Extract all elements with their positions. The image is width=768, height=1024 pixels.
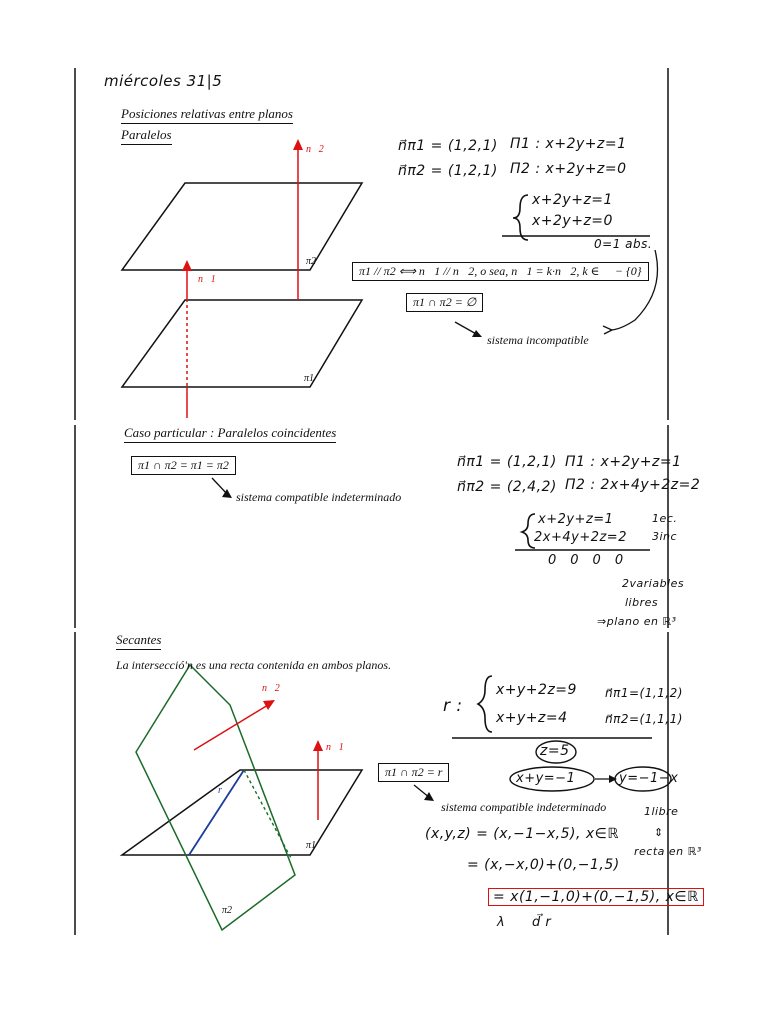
section-title-secantes: Secantes <box>116 632 161 650</box>
section-title-coincidentes: Caso particular : Paralelos coincidentes <box>124 425 336 443</box>
free-variables-note-1: 2variables <box>622 577 685 590</box>
normal-n2-secant-head <box>263 700 275 710</box>
label-pi1-secant: π1 <box>306 840 317 851</box>
normal-n1-arrowhead <box>182 260 192 271</box>
line-r-label: r : <box>443 696 463 716</box>
system-result: 0=1 abs. <box>594 237 653 251</box>
plane-equation-pi1: Π1 : x+2y+z=1 <box>510 136 627 152</box>
plane-equation-pi2-2: Π2 : 2x+4y+2z=2 <box>565 477 701 493</box>
normal-vector-n-pi1-2: n⃗π1 = (1,2,1) <box>457 454 557 470</box>
system3-eq-2: x+y+z=4 <box>496 710 568 726</box>
normal-vector-n-pi2-2: n⃗π2 = (2,4,2) <box>457 479 557 495</box>
intersection-line-r <box>189 770 244 855</box>
plane-equation-pi2: Π2 : x+2y+z=0 <box>510 161 627 177</box>
line-in-r3-note: recta en ℝ³ <box>634 845 702 858</box>
subsection-paralelos: Paralelos <box>121 127 172 145</box>
system-eq-1: x+2y+z=1 <box>532 192 613 208</box>
label-n2-secant: n⃗2 <box>262 683 280 694</box>
date-heading: miércoles 31|5 <box>104 72 223 90</box>
coincident-intersection-box: π1 ∩ π2 = π1 = π2 <box>131 456 236 475</box>
normal-vector-n-pi1-3: n⃗π1=(1,1,2) <box>605 686 683 700</box>
y-expression: y=−1−x <box>619 771 679 786</box>
z-value: z=5 <box>540 743 570 759</box>
label-n1: n⃗1 <box>198 274 216 285</box>
system2-eq-1: x+2y+z=1 <box>538 512 614 527</box>
intersection-empty-box: π1 ∩ π2 = ∅ <box>406 293 483 312</box>
secant-intersection-box: π1 ∩ π2 = r <box>378 763 449 782</box>
param-step-2: = (x,−x,0)+(0,−1,5) <box>467 857 620 873</box>
secant-description: La intersecció'n es una recta contenida en ambos planos. <box>116 658 392 672</box>
normal-vector-n-pi1: n⃗π1 = (1,2,1) <box>398 138 498 154</box>
equivalence-mark: ⇕ <box>654 826 664 839</box>
normal-vector-n2-secant <box>194 705 268 750</box>
system2-eq-2: 2x+4y+2z=2 <box>534 530 627 545</box>
label-r: r <box>218 785 222 796</box>
free-variable-note: 1libre <box>644 805 679 818</box>
system2-note-1: 1ec. <box>652 512 678 525</box>
normal-n1-secant-head <box>313 740 323 751</box>
free-variables-note-2: libres <box>625 596 659 609</box>
arrow-to-indeterminado-2-head <box>424 792 434 801</box>
section-title-positions: Posiciones relativas entre planos <box>121 106 293 124</box>
plane-pi2-hidden-edge <box>244 770 292 860</box>
param-lambda-note: λ <box>497 915 506 930</box>
system2-zero-row: 0000 <box>548 553 638 568</box>
normal-vector-n-pi2-3: n⃗π2=(1,1,1) <box>605 712 683 726</box>
label-n1-secant: n⃗1 <box>326 742 344 753</box>
normal-n2-arrowhead <box>293 139 303 150</box>
label-pi2: π2 <box>306 256 317 267</box>
free-variables-note-3: ⇒plano en ℝ³ <box>597 615 677 628</box>
sistema-compatible-indeterminado-1: sistema compatible indeterminado <box>236 490 402 504</box>
normal-vector-n-pi2: n⃗π2 = (1,2,1) <box>398 163 498 179</box>
plane-pi1-secant <box>122 770 362 855</box>
plane-equation-pi1-2: Π1 : x+2y+z=1 <box>565 454 682 470</box>
system-brace-3 <box>478 676 492 732</box>
label-n2: n⃗2 <box>306 144 324 155</box>
system2-note-2: 3inc <box>652 530 678 543</box>
param-direction-note: d⃗ r <box>532 915 552 930</box>
system-eq-2: x+2y+z=0 <box>532 213 613 229</box>
arrow-to-incompatible-head <box>472 330 482 337</box>
system-brace-1 <box>513 195 528 240</box>
label-pi1: π1 <box>304 373 315 384</box>
arrow-curve-head <box>603 326 612 334</box>
param-final-result: = x(1,−1,0)+(0,−1,5), x∈ℝ <box>488 888 704 906</box>
plane-pi1-lower <box>122 300 362 387</box>
parallel-condition-box: π1 // π2 ⟺ n⃗1 // n⃗2, o sea, n⃗1 = k·n⃗2, k ∈ ℝ − {0} <box>352 262 649 281</box>
system3-eq-1: x+y+2z=9 <box>496 682 577 698</box>
x-plus-y-relation: x+y=−1 <box>516 771 576 786</box>
plane-pi2-upper <box>122 183 362 270</box>
sistema-compatible-indeterminado-2: sistema compatible indeterminado <box>441 800 607 814</box>
param-step-1: (x,y,z) = (x,−1−x,5), x∈ℝ <box>425 826 619 842</box>
label-pi2-secant: π2 <box>222 905 233 916</box>
sistema-incompatible-label: sistema incompatible <box>487 333 589 347</box>
